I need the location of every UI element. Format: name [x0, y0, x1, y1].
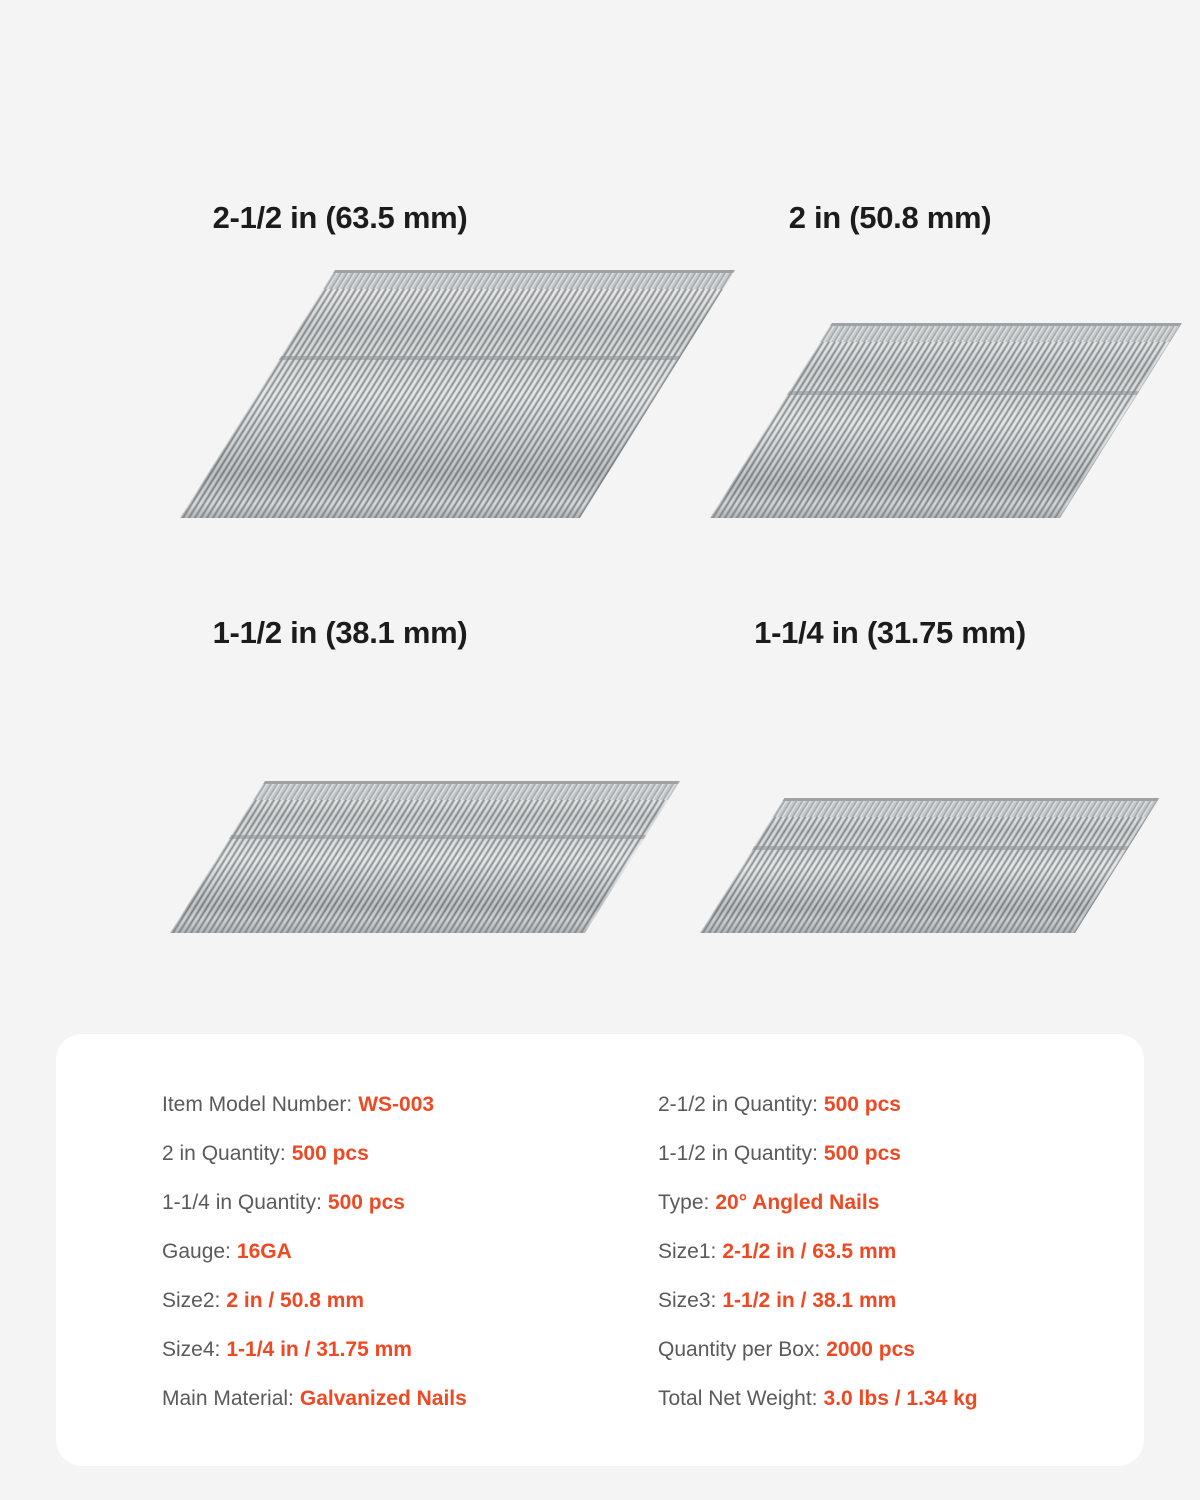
spec-label: Item Model Number:	[162, 1093, 353, 1116]
spec-label: 1-1/4 in Quantity:	[162, 1191, 322, 1214]
nail-strip-wrapper-0	[60, 258, 620, 538]
spec-value: 500 pcs	[823, 1142, 901, 1165]
spec-row	[162, 1129, 600, 1178]
spec-column-right	[600, 1080, 1144, 1423]
nail-strip-image-1	[710, 323, 1182, 518]
spec-row	[658, 1178, 1144, 1227]
spec-value: 20° Angled Nails	[715, 1191, 880, 1214]
spec-row	[658, 1276, 1144, 1325]
spec-label: 1-1/2 in Quantity:	[658, 1142, 818, 1165]
nail-strip-image-3	[700, 798, 1159, 933]
spec-value: 2-1/2 in / 63.5 mm	[722, 1240, 897, 1263]
spec-label: Total Net Weight:	[658, 1387, 818, 1410]
nail-strip-wrapper-1	[620, 258, 1160, 538]
variant-caption-3: 1-1/4 in (31.75 mm)	[754, 615, 1026, 650]
spec-row	[658, 1227, 1144, 1276]
spec-value: WS-003	[358, 1093, 435, 1116]
spec-label: 2 in Quantity:	[162, 1142, 286, 1165]
nail-strip-image-2	[170, 781, 680, 933]
variant-caption-1: 2 in (50.8 mm)	[788, 200, 992, 235]
spec-value: 16GA	[236, 1240, 292, 1263]
product-image-grid	[0, 200, 1200, 1000]
spec-row	[658, 1129, 1144, 1178]
variant-caption-2: 1-1/2 in (38.1 mm)	[212, 615, 468, 650]
spec-row	[658, 1325, 1144, 1374]
product-variant-3	[620, 615, 1160, 953]
spec-value: 2000 pcs	[826, 1338, 915, 1361]
spec-row	[162, 1227, 600, 1276]
spec-row	[162, 1374, 600, 1423]
product-variant-2	[60, 615, 620, 953]
spec-label: Quantity per Box:	[658, 1338, 821, 1361]
spec-row	[162, 1080, 600, 1129]
spec-value: 3.0 lbs / 1.34 kg	[823, 1387, 978, 1410]
nail-strip-wrapper-3	[620, 673, 1160, 953]
spec-label: Size4:	[162, 1338, 221, 1361]
spec-column-left	[56, 1080, 600, 1423]
spec-label: 2-1/2 in Quantity:	[658, 1093, 818, 1116]
product-variant-0	[60, 200, 620, 538]
spec-label: Size2:	[162, 1289, 221, 1312]
specification-card	[56, 1034, 1144, 1466]
spec-label: Main Material:	[162, 1387, 294, 1410]
nail-strip-wrapper-2	[60, 673, 620, 953]
spec-label: Gauge:	[162, 1240, 231, 1263]
spec-value: 1-1/2 in / 38.1 mm	[722, 1289, 897, 1312]
spec-value: 500 pcs	[291, 1142, 369, 1165]
spec-row	[162, 1325, 600, 1374]
spec-row	[162, 1276, 600, 1325]
spec-value: 500 pcs	[823, 1093, 901, 1116]
spec-row	[162, 1178, 600, 1227]
spec-row	[658, 1374, 1144, 1423]
spec-row	[658, 1080, 1144, 1129]
spec-value: Galvanized Nails	[299, 1387, 467, 1410]
spec-value: 500 pcs	[327, 1191, 405, 1214]
spec-label: Size1:	[658, 1240, 717, 1263]
product-variant-1	[620, 200, 1160, 538]
variant-caption-0: 2-1/2 in (63.5 mm)	[212, 200, 468, 235]
spec-value: 2 in / 50.8 mm	[226, 1289, 365, 1312]
spec-label: Size3:	[658, 1289, 717, 1312]
spec-value: 1-1/4 in / 31.75 mm	[226, 1338, 412, 1361]
spec-label: Type:	[658, 1191, 710, 1214]
